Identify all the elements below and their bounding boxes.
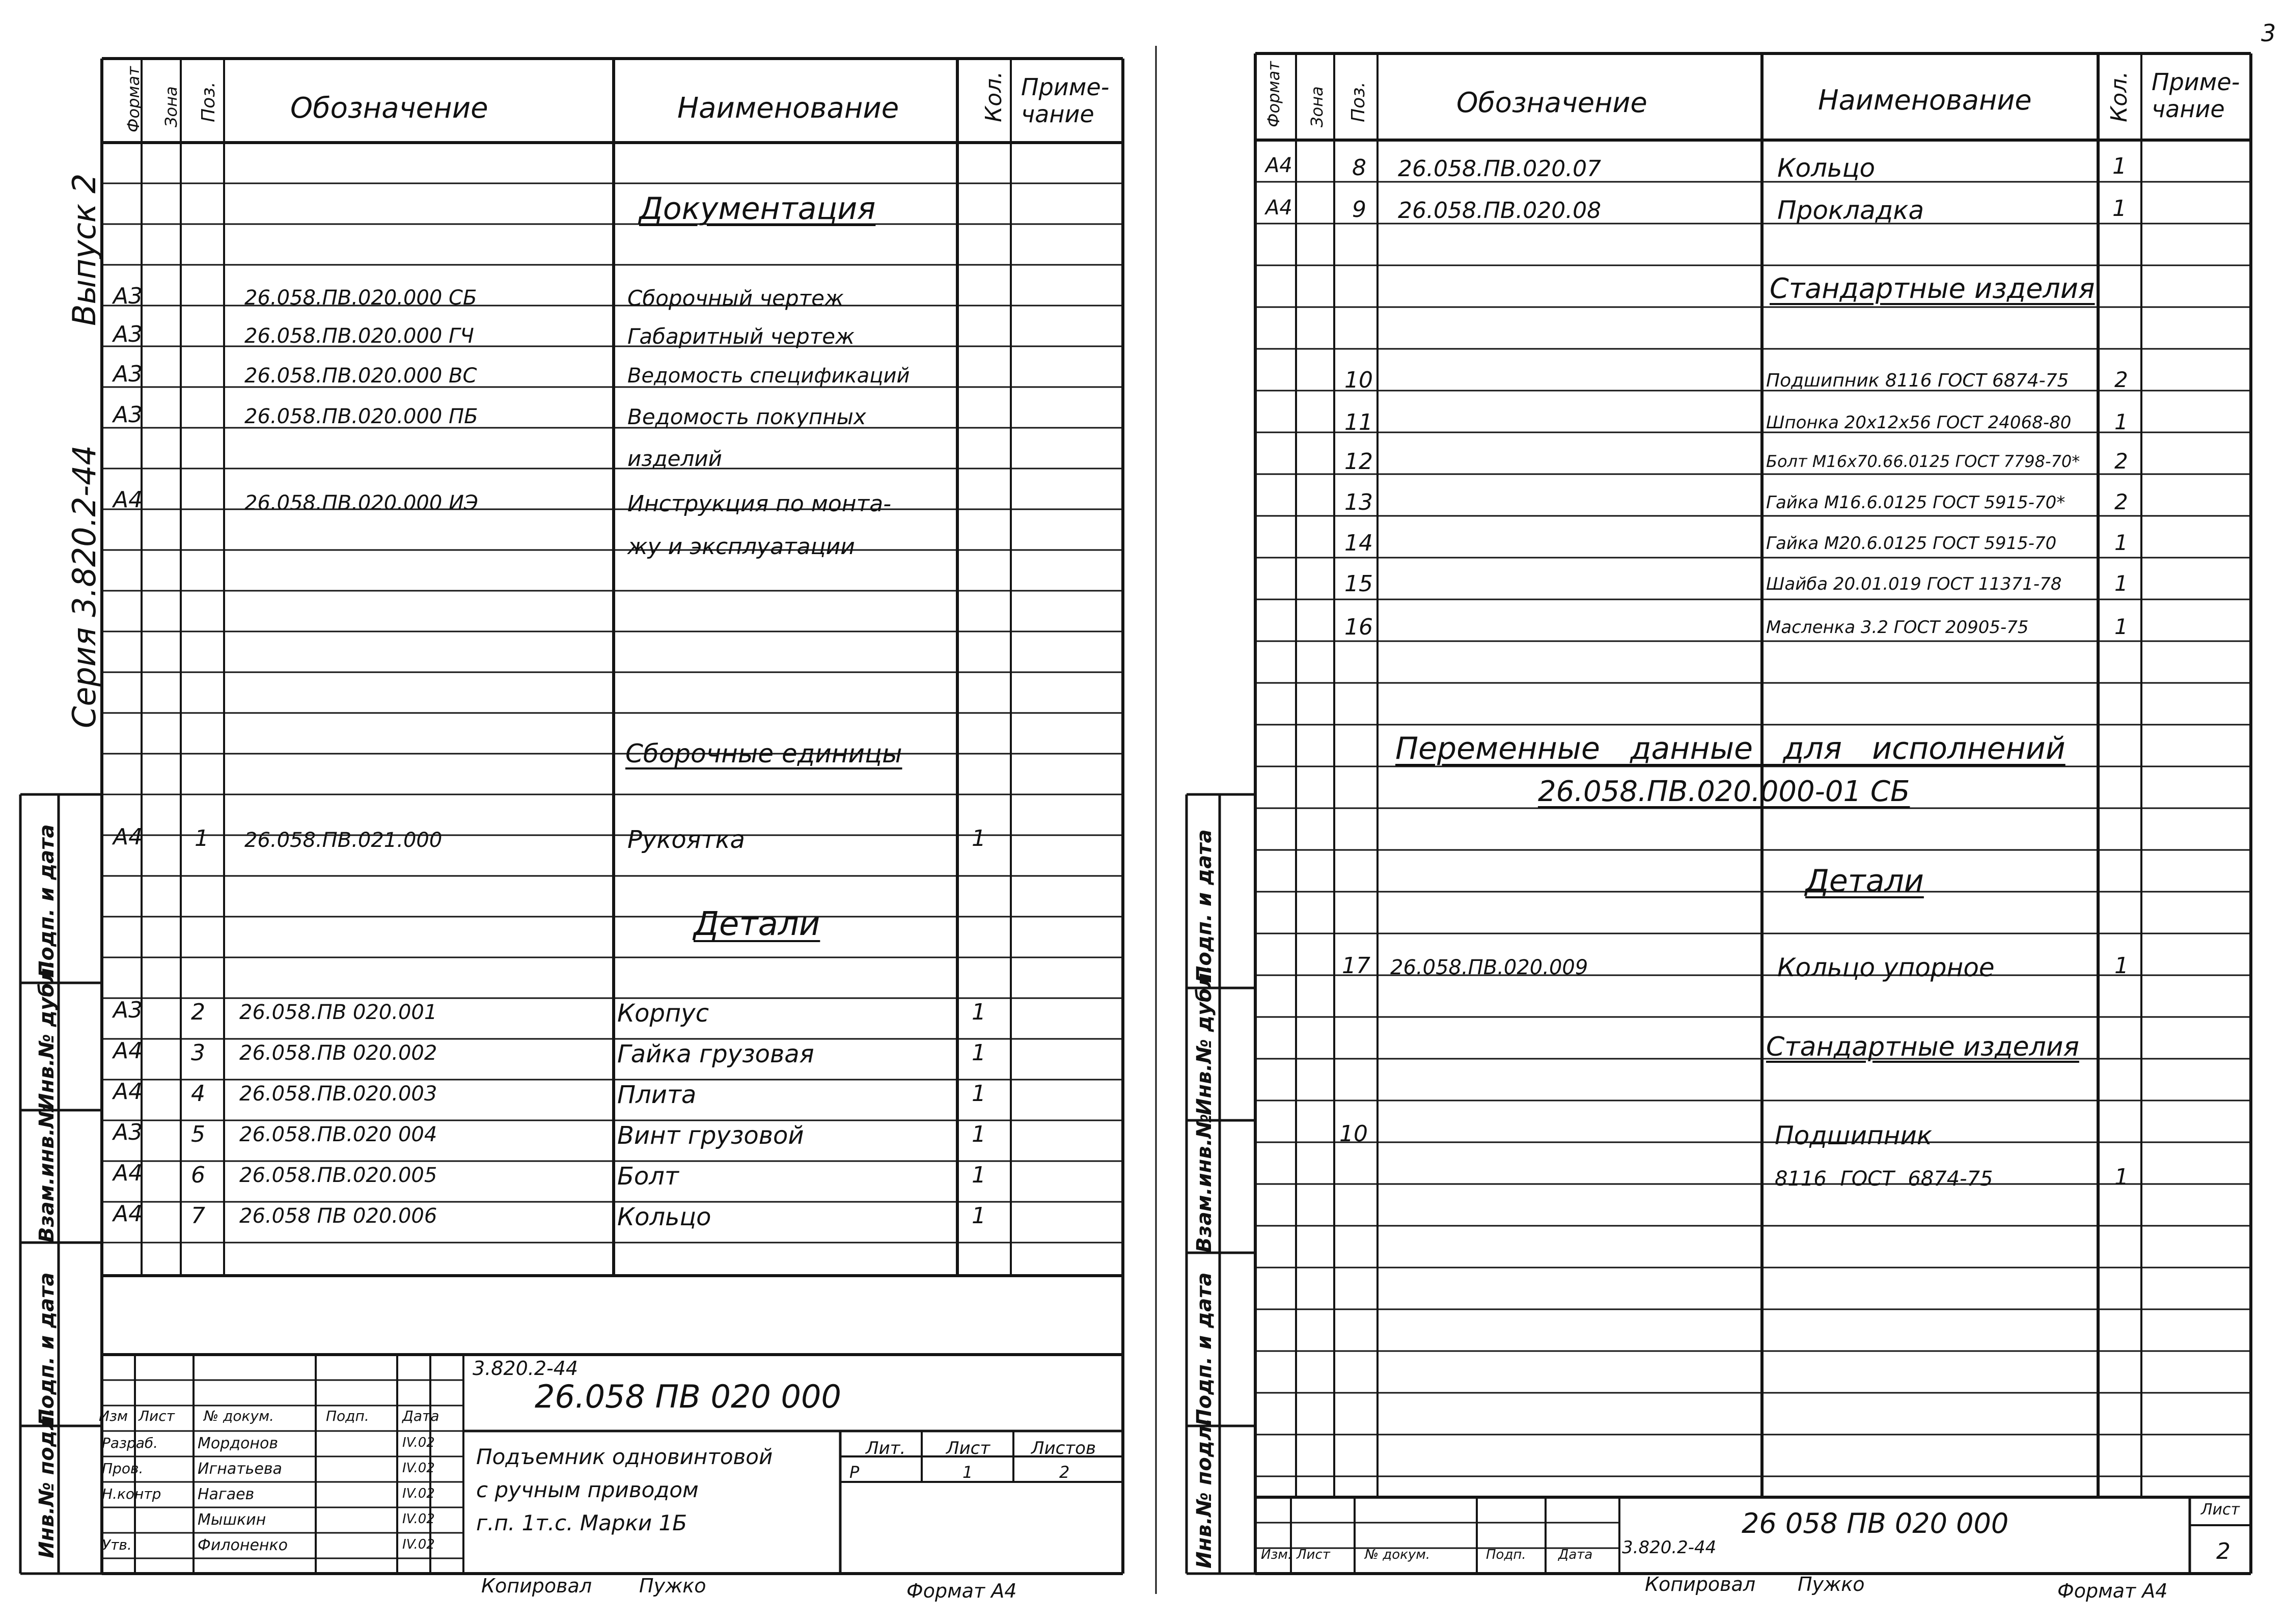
qty-cell: 1 <box>2114 1164 2129 1190</box>
pos-cell: 4 <box>191 1081 205 1107</box>
qty-cell: 1 <box>2114 530 2128 555</box>
name-cell: Кольцо <box>617 1203 711 1231</box>
pos-cell: 10 <box>1344 367 1373 393</box>
name-cell: Подшипник <box>1775 1121 1933 1150</box>
right-stamp-sign-date-2: Подп. и дата <box>1193 1272 1216 1426</box>
name-cell: Шпонка 20х12х56 ГОСТ 24068-80 <box>1766 412 2072 433</box>
right-header-zone: Зона <box>1307 86 1327 127</box>
sheets-value: 2 <box>1059 1463 1070 1482</box>
product-name-line2: с ручным приводом <box>476 1477 699 1502</box>
sheet-head: Лист <box>946 1438 990 1458</box>
person-4: Мышкин <box>198 1511 266 1529</box>
pos-cell: 7 <box>191 1203 205 1229</box>
format-cell: A3 <box>113 283 143 309</box>
sheet-number: 2 <box>2216 1538 2230 1564</box>
right-stamp-inv-dubl: Инв.№ дубл. <box>1193 965 1216 1115</box>
right-header-name: Наименование <box>1818 84 2032 116</box>
left-section-docs: Документация <box>639 191 876 227</box>
format-cell: A4 <box>1265 196 1292 219</box>
name-cell-line2: 8116 ГОСТ 6874-75 <box>1775 1167 1993 1191</box>
document-designation: 26 058 ПВ 020 000 <box>1742 1507 2009 1539</box>
name-cell: Инструкция по монта- <box>627 491 892 517</box>
page-number: 3 <box>2261 19 2276 47</box>
left-header-name: Наименование <box>677 92 899 125</box>
format-cell: A4 <box>113 1201 143 1227</box>
format-cell: A3 <box>113 997 143 1023</box>
name-cell: Болт <box>617 1162 679 1191</box>
format-cell: A4 <box>113 1160 143 1186</box>
series-code: 3.820.2-44 <box>1622 1537 1717 1558</box>
sheets-head: Листов <box>1031 1438 1096 1458</box>
person-1: Мордонов <box>198 1435 279 1452</box>
person-5: Филоненко <box>198 1536 288 1554</box>
name-cell: Габаритный чертеж <box>627 324 855 349</box>
format-cell: A3 <box>113 321 143 347</box>
pos-cell: 1 <box>195 825 209 851</box>
right-stamp-inv-podl: Инв.№ подл. <box>1193 1418 1216 1568</box>
pos-cell: 8 <box>1352 155 1366 181</box>
pos-cell: 13 <box>1344 489 1373 515</box>
qty-cell: 1 <box>972 1040 986 1066</box>
document-designation: 26.058 ПВ 020 000 <box>535 1378 841 1415</box>
pos-cell: 5 <box>191 1121 205 1147</box>
name-cell: Ведомость покупных <box>627 404 866 429</box>
right-footer-copied: Копировал <box>1645 1573 1756 1595</box>
left-footer-copier: Пужко <box>639 1575 706 1597</box>
product-name-line1: Подъемник одновинтовой <box>476 1444 773 1469</box>
pos-cell: 17 <box>1342 953 1370 979</box>
role-norm-control: Н.контр <box>102 1485 161 1502</box>
date-3: IV.02 <box>402 1486 435 1501</box>
pos-cell: 14 <box>1344 530 1373 556</box>
left-section-assembly: Сборочные единицы <box>625 739 902 768</box>
name-cell: Подшипник 8116 ГОСТ 6874-75 <box>1766 370 2069 391</box>
name-cell: Масленка 3.2 ГОСТ 20905-75 <box>1766 617 2029 638</box>
left-section-details: Детали <box>694 905 820 943</box>
designation-cell: 26.058.ПВ.020.005 <box>239 1164 437 1187</box>
qty-cell: 1 <box>2114 409 2128 434</box>
col-head-sign: Подп. <box>1486 1547 1526 1562</box>
series-code: 3.820.2-44 <box>473 1357 579 1380</box>
name-cell: Винт грузовой <box>617 1121 804 1150</box>
qty-cell: 1 <box>2114 614 2128 639</box>
col-head-sheet: Лист <box>139 1408 175 1424</box>
format-cell: A3 <box>113 402 143 428</box>
qty-cell: 1 <box>972 825 986 851</box>
qty-cell: 1 <box>2112 196 2127 222</box>
qty-cell: 1 <box>972 1121 986 1147</box>
right-header-format: Формат <box>1264 61 1283 127</box>
pos-cell: 12 <box>1344 449 1373 475</box>
pos-cell: 16 <box>1344 614 1373 640</box>
name-cell-line2: изделий <box>627 446 722 471</box>
date-1: IV.02 <box>402 1435 435 1450</box>
col-head-change: Изм <box>99 1408 128 1424</box>
left-footer-copied: Копировал <box>481 1575 592 1597</box>
pos-cell: 2 <box>191 999 205 1025</box>
sheet-label: Лист <box>2201 1501 2240 1519</box>
col-head-date: Дата <box>1558 1547 1593 1562</box>
qty-cell: 2 <box>2114 449 2128 474</box>
col-head-date: Дата <box>402 1408 439 1424</box>
left-header-designation: Обозначение <box>290 92 488 125</box>
qty-cell: 1 <box>972 999 986 1025</box>
col-head-sheet: Лист <box>1297 1547 1330 1562</box>
role-checker: Пров. <box>102 1460 144 1477</box>
format-cell: A4 <box>113 1038 143 1064</box>
name-cell: Кольцо упорное <box>1777 953 1995 982</box>
sheet-value: 1 <box>962 1463 973 1482</box>
designation-cell: 26.058.ПВ.020.003 <box>239 1082 437 1106</box>
qty-cell: 1 <box>972 1162 986 1188</box>
designation-cell: 26.058.ПВ.020.07 <box>1398 156 1602 182</box>
format-cell: A3 <box>113 1119 143 1145</box>
col-head-doc-no: № докум. <box>1365 1547 1430 1562</box>
col-head-sign: Подп. <box>326 1408 369 1424</box>
designation-cell: 26.058.ПВ.020.000 ВС <box>244 364 477 388</box>
designation-cell: 26.058.ПВ.020.08 <box>1398 198 1602 224</box>
left-stamp-inv-dubl: Инв.№ дубл. <box>35 960 59 1110</box>
left-side-label-series: Серия 3.820.2-44 <box>66 445 103 728</box>
pos-cell: 9 <box>1352 197 1366 223</box>
right-stamp-vzam-inv: Взам.инв.№ <box>1193 1114 1216 1253</box>
name-cell: Рукоятка <box>627 825 745 854</box>
name-cell: Корпус <box>617 999 709 1028</box>
right-footer-format: Формат А4 <box>2057 1580 2168 1602</box>
date-4: IV.02 <box>402 1511 435 1527</box>
left-stamp-vzam-inv: Взам.инв.№ <box>35 1104 59 1243</box>
left-header-zone: Зона <box>161 86 181 127</box>
pos-cell: 6 <box>191 1162 205 1188</box>
date-5: IV.02 <box>402 1537 435 1552</box>
left-header-qty: Кол. <box>981 71 1007 122</box>
designation-cell: 26.058.ПВ 020.001 <box>239 1001 437 1024</box>
right-header-note: Приме- чание <box>2152 68 2240 123</box>
right-section-standard: Стандартные изделия <box>1770 272 2095 305</box>
pos-cell: 3 <box>191 1040 205 1066</box>
right-header-pos: Поз. <box>1348 81 1369 122</box>
date-2: IV.02 <box>402 1461 435 1476</box>
right-section-variable-title: Переменные данные для исполнений <box>1395 731 2065 766</box>
pos-cell: 11 <box>1344 409 1373 435</box>
name-cell: Кольцо <box>1777 153 1876 183</box>
right-stamp-sign-date-1: Подп. и дата <box>1193 829 1216 983</box>
right-section-standard-2: Стандартные изделия <box>1766 1032 2079 1062</box>
name-cell: Гайка М20.6.0125 ГОСТ 5915-70 <box>1766 533 2057 554</box>
left-stamp-sign-date-2: Подп. и дата <box>35 1272 59 1426</box>
product-name-line3: г.п. 1т.с. Марки 1Б <box>476 1510 687 1535</box>
left-stamp-sign-date-1: Подп. и дата <box>35 824 59 978</box>
name-cell: Ведомость спецификаций <box>627 364 910 388</box>
left-header-note: Приме- чание <box>1021 73 1110 128</box>
format-cell: A3 <box>113 361 143 387</box>
designation-cell: 26.058.ПВ.020.000 ГЧ <box>244 324 474 348</box>
qty-cell: 1 <box>2112 153 2127 179</box>
designation-cell: 26.058 ПВ 020.006 <box>239 1204 437 1228</box>
designation-cell: 26.058.ПВ 020.002 <box>239 1041 437 1065</box>
qty-cell: 1 <box>972 1081 986 1107</box>
designation-cell: 26.058.ПВ.021.000 <box>244 829 443 852</box>
left-stamp-inv-podl: Инв.№ подл. <box>35 1408 59 1558</box>
right-header-qty: Кол. <box>2106 71 2132 122</box>
name-cell: Гайка грузовая <box>617 1040 814 1068</box>
designation-cell: 26.058.ПВ.020.000 СБ <box>244 286 477 310</box>
format-cell: A4 <box>113 824 143 850</box>
designation-cell: 26.058.ПВ.020.000 ПБ <box>244 405 478 428</box>
pos-cell: 10 <box>1339 1121 1368 1147</box>
pos-cell: 15 <box>1344 571 1373 597</box>
left-header-pos: Поз. <box>198 81 219 122</box>
format-cell: A4 <box>113 487 143 513</box>
name-cell: Болт М16х70.66.0125 ГОСТ 7798-70* <box>1766 452 2080 471</box>
name-cell: Гайка М16.6.0125 ГОСТ 5915-70* <box>1766 492 2065 513</box>
col-head-change: Изм. <box>1261 1547 1292 1562</box>
designation-cell: 26.058.ПВ.020 004 <box>239 1123 437 1146</box>
qty-cell: 1 <box>2114 953 2129 979</box>
name-cell: Прокладка <box>1777 196 1924 225</box>
designation-cell: 26.058.ПВ.020.000 ИЭ <box>244 491 478 515</box>
lit-head: Лит. <box>866 1438 906 1458</box>
left-side-label-issue: Выпуск 2 <box>66 173 103 326</box>
qty-cell: 2 <box>2114 367 2128 392</box>
right-footer-copier: Пужко <box>1798 1573 1865 1595</box>
qty-cell: 2 <box>2114 489 2128 514</box>
person-3: Нагаев <box>198 1485 255 1503</box>
person-2: Игнатьева <box>198 1460 282 1478</box>
left-footer-format: Формат А4 <box>906 1580 1017 1602</box>
left-header-format: Формат <box>124 66 143 132</box>
format-cell: A4 <box>1265 154 1292 177</box>
format-cell: A4 <box>113 1079 143 1105</box>
qty-cell: 1 <box>2114 571 2128 596</box>
right-section-details: Детали <box>1805 863 1924 899</box>
name-cell: Шайба 20.01.019 ГОСТ 11371-78 <box>1766 574 2062 594</box>
qty-cell: 1 <box>972 1203 986 1229</box>
role-developer: Разраб. <box>102 1435 158 1451</box>
role-approved: Утв. <box>102 1536 132 1553</box>
designation-cell: 26.058.ПВ.020.009 <box>1390 956 1588 979</box>
name-cell: Сборочный чертеж <box>627 286 844 311</box>
right-header-designation: Обозначение <box>1456 87 1647 119</box>
col-head-doc-no: № докум. <box>204 1408 274 1424</box>
name-cell: Плита <box>617 1081 697 1109</box>
name-cell-line2: жу и эксплуатации <box>627 534 855 560</box>
right-section-variable-designation: 26.058.ПВ.020.000-01 СБ <box>1538 775 1910 808</box>
lit-value: Р <box>849 1463 860 1482</box>
